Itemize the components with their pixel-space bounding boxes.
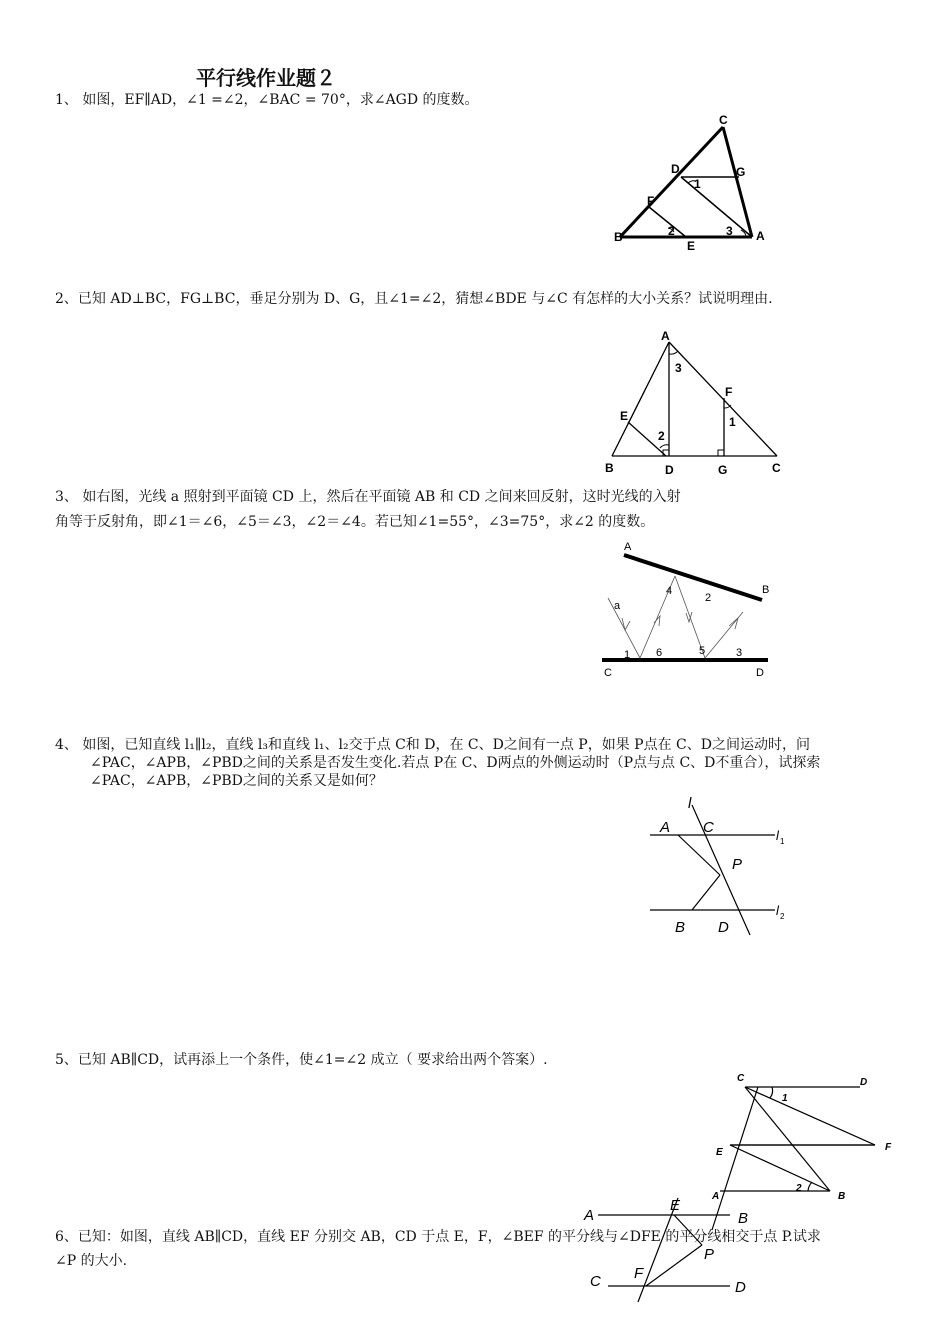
figure-2-triangle: [600, 328, 785, 478]
angle-1-label: 1: [694, 177, 701, 191]
line-l1-label: l: [776, 828, 779, 843]
line-l-label: l: [688, 795, 692, 812]
label-D: D: [860, 1077, 868, 1088]
angle-6-label: 6: [656, 647, 663, 659]
question-2-text: 2、已知 AD⊥BC，FG⊥BC，垂足分别为 D、G，且∠1=∠2，猜想∠BDE 与∠C 有怎样的大小关系？试说明理由.: [55, 291, 773, 307]
label-D: D: [671, 162, 680, 176]
angle-5-label: 5: [699, 645, 706, 657]
label-G: G: [736, 165, 746, 179]
line-l1-subscript: 1: [780, 837, 785, 846]
question-4-line-1: 4、 如图，已知直线 l₁∥l₂，直线 l₃和直线 l₁、l₂交于点 C和 D，在 C、D之间有一点 P，如果 P点在 C、D之间运动时，问: [55, 737, 810, 753]
label-F: F: [725, 385, 733, 399]
label-B: B: [738, 1210, 749, 1227]
label-A: A: [661, 329, 670, 343]
angle-2-label: 2: [658, 429, 665, 443]
page-title: 平行线作业题２: [196, 66, 336, 90]
angle-3-label: 3: [736, 647, 743, 659]
label-F: F: [647, 194, 655, 208]
question-3-line-2: 角等于反射角，即∠1＝∠6，∠5＝∠3，∠2＝∠4。若已知∠1=55°，∠3=75°，求∠2 的度数。: [55, 514, 655, 530]
label-C: C: [772, 461, 781, 475]
label-A: A: [584, 1207, 595, 1224]
label-F: F: [885, 1142, 892, 1153]
label-A: A: [756, 229, 765, 243]
figure-6-bisectors: [580, 1190, 760, 1305]
line-l2-subscript: 2: [780, 912, 785, 921]
label-C: C: [604, 667, 612, 679]
label-E: E: [620, 409, 629, 423]
angle-4-label: 4: [666, 585, 673, 597]
label-D: D: [735, 1279, 746, 1296]
label-A: A: [624, 541, 632, 553]
label-C: C: [590, 1273, 601, 1290]
figure-5-zigzag: [700, 1065, 900, 1205]
label-D: D: [756, 667, 764, 679]
figure-1-triangle: [600, 110, 780, 255]
label-A: A: [660, 819, 671, 836]
question-4-line-2: ∠PAC，∠APB，∠PBD之间的关系是否发生变化.若点 P在 C、D两点的外侧运动时（P点与点 C、D不重合），试探索: [90, 755, 821, 771]
label-E: E: [716, 1147, 723, 1158]
label-D: D: [665, 463, 674, 477]
figure-4-parallel-lines: [640, 790, 800, 940]
angle-2-label: 2: [796, 1183, 802, 1194]
label-B: B: [614, 230, 623, 244]
label-B: B: [675, 919, 686, 936]
angle-2-label: 2: [705, 592, 712, 604]
label-B: B: [605, 461, 614, 475]
question-1-text: 1、 如图，EF∥AD，∠1 =∠2，∠BAC = 70°，求∠AGD 的度数。: [55, 92, 479, 108]
label-B: B: [838, 1191, 846, 1202]
ray-a-label: a: [614, 600, 621, 612]
label-B: B: [762, 584, 770, 596]
label-E: E: [687, 239, 696, 253]
label-D: D: [718, 919, 729, 936]
label-F: F: [634, 1265, 644, 1282]
angle-1-label: 1: [624, 649, 631, 661]
angle-2-label: 2: [668, 224, 675, 238]
question-5-text: 5、已知 AB∥CD，试再添上一个条件，使∠1=∠2 成立（ 要求给出两个答案）.: [55, 1052, 548, 1068]
angle-1-label: 1: [782, 1093, 788, 1104]
question-6-line-1: 6、已知：如图，直线 AB∥CD，直线 EF 分别交 AB，CD 于点 E，F，∠BEF 的平分线与∠DFE 的平分线相交于点 P.试求: [55, 1229, 821, 1245]
question-3-line-1: 3、 如右图，光线 a 照射到平面镜 CD 上，然后在平面镜 AB 和 CD 之间来回反射，这时光线的入射: [55, 489, 681, 505]
figure-3-mirrors: [598, 538, 778, 683]
question-4-line-3: ∠PAC，∠APB，∠PBD之间的关系又是如何？: [90, 773, 383, 789]
label-C: C: [703, 819, 714, 836]
question-6-line-2: ∠P 的大小.: [55, 1253, 128, 1269]
label-C: C: [737, 1073, 745, 1084]
angle-3-label: 3: [675, 361, 682, 375]
angle-3-label: 3: [726, 224, 733, 238]
label-E: E: [670, 1197, 681, 1214]
label-P: P: [732, 856, 743, 873]
angle-1-label: 1: [729, 415, 736, 429]
label-A: A: [712, 1191, 720, 1202]
label-P: P: [704, 1246, 715, 1263]
line-l2-label: l: [776, 903, 779, 918]
label-G: G: [718, 463, 728, 477]
label-C: C: [719, 113, 728, 127]
